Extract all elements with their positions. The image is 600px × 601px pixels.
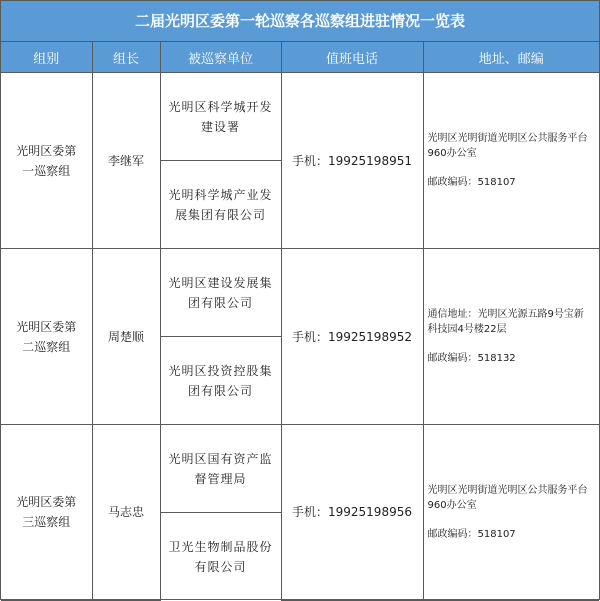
header-leader: 组长 (92, 42, 160, 73)
inspected-unit: 光明区建设发展集团有限公司 (160, 249, 281, 337)
header-group: 组别 (1, 42, 92, 73)
inspected-unit: 光明区国有资产监督管理局 (160, 425, 281, 513)
group-leader: 李继军 (92, 73, 160, 249)
header-phone: 值班电话 (281, 42, 423, 73)
inspected-unit: 光明科学城产业发展集团有限公司 (160, 161, 281, 249)
inspected-unit: 光明区投资控股集团有限公司 (160, 337, 281, 425)
header-unit: 被巡察单位 (160, 42, 281, 73)
group-leader: 周楚顺 (92, 249, 160, 425)
postal-code: 邮政编码：518132 (427, 353, 516, 364)
duty-phone: 手机：19925198952 (281, 249, 423, 425)
address-text: 通信地址：光明区光源五路9号宝新科技园4号楼22层 (427, 309, 584, 335)
group-leader: 马志忠 (92, 425, 160, 601)
address-cell (423, 249, 599, 425)
address-text: 光明区光明街道光明区公共服务平台 960办公室 (427, 484, 588, 511)
address-cell (423, 73, 599, 249)
group-name: 光明区委第三巡察组 (1, 425, 92, 601)
postal-code: 邮政编码：518107 (427, 177, 516, 188)
address-text: 光明区光明街道光明区公共服务平台 960办公室 (427, 133, 588, 159)
group-name: 光明区委第一巡察组 (1, 73, 92, 249)
table-header-row (1, 42, 599, 73)
inspection-table (1, 42, 599, 601)
address-cell (423, 425, 599, 601)
table-row (1, 73, 599, 161)
inspected-unit: 卫光生物制品股份有限公司 (160, 513, 281, 601)
group-name: 光明区委第二巡察组 (1, 249, 92, 425)
duty-phone: 手机：19925198951 (281, 73, 423, 249)
page-title: 二届光明区委第一轮巡察各巡察组进驻情况一览表 (1, 1, 599, 42)
postal-code: 邮政编码：518107 (427, 528, 516, 540)
table-row (1, 425, 599, 513)
table-row (1, 249, 599, 337)
duty-phone: 手机：19925198956 (281, 425, 423, 601)
inspected-unit: 光明区科学城开发建设署 (160, 73, 281, 161)
header-address: 地址、邮编 (423, 42, 599, 73)
